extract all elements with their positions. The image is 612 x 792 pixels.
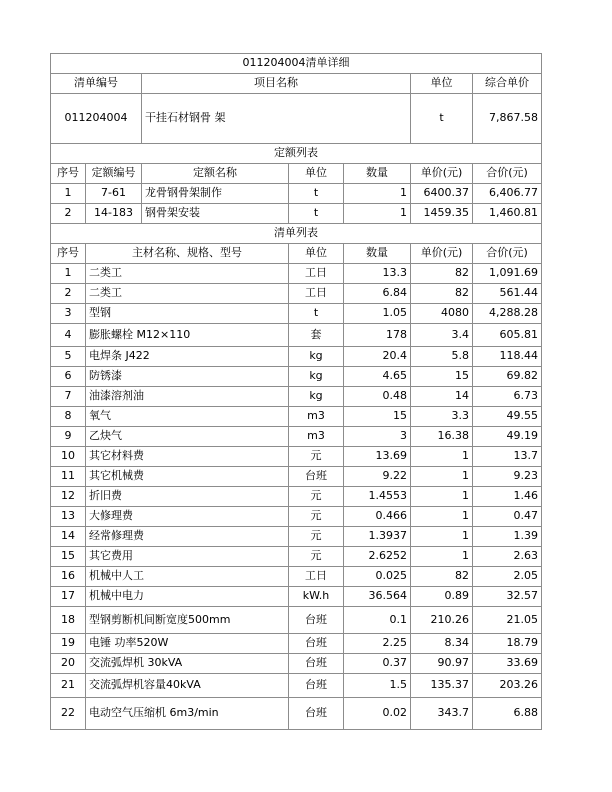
material-no: 10 [51,447,86,467]
quota-total: 6,406.77 [473,184,542,204]
material-total: 69.82 [473,367,542,387]
material-price: 82 [411,264,473,284]
material-total: 6.88 [473,698,542,730]
material-price: 3.4 [411,324,473,347]
material-row [51,347,542,367]
material-qty: 178 [344,324,411,347]
material-qty: 13.69 [344,447,411,467]
material-name-header: 主材名称、规格、型号 [86,244,289,264]
material-row [51,674,542,698]
material-total: 2.63 [473,547,542,567]
bill-price: 7,867.58 [473,94,542,144]
quota-name: 龙骨钢骨架制作 [142,184,289,204]
material-qty: 6.84 [344,284,411,304]
material-name: 大修理费 [86,507,289,527]
quota-header-row [51,164,542,184]
material-no: 22 [51,698,86,730]
material-row [51,367,542,387]
material-row [51,304,542,324]
material-total-header: 合价(元) [473,244,542,264]
material-row [51,387,542,407]
material-name: 型钢剪断机间断宽度500mm [86,607,289,634]
material-qty: 1.4553 [344,487,411,507]
material-price: 14 [411,387,473,407]
quota-unit: t [289,184,344,204]
material-total: 32.57 [473,587,542,607]
material-price: 15 [411,367,473,387]
material-unit: 台班 [289,607,344,634]
material-unit: 元 [289,487,344,507]
material-total: 33.69 [473,654,542,674]
material-total: 605.81 [473,324,542,347]
quota-no-header: 序号 [51,164,86,184]
material-qty: 4.65 [344,367,411,387]
material-name: 交流弧焊机容量40kVA [86,674,289,698]
material-unit: m3 [289,407,344,427]
material-row [51,447,542,467]
quota-name: 钢骨架安装 [142,204,289,224]
material-unit: 元 [289,507,344,527]
bill-price-header: 综合单价 [473,74,542,94]
material-price: 90.97 [411,654,473,674]
material-total: 18.79 [473,634,542,654]
quota-section-title: 定额列表 [51,144,542,164]
material-name: 防锈漆 [86,367,289,387]
material-name: 机械中电力 [86,587,289,607]
quota-unit: t [289,204,344,224]
material-price: 82 [411,567,473,587]
material-price: 82 [411,284,473,304]
material-no: 6 [51,367,86,387]
material-name: 膨胀螺栓 M12×110 [86,324,289,347]
material-total: 49.19 [473,427,542,447]
material-unit: 元 [289,547,344,567]
material-unit: 台班 [289,654,344,674]
material-qty: 0.025 [344,567,411,587]
material-qty: 9.22 [344,467,411,487]
material-name: 电锤 功率520W [86,634,289,654]
material-unit-header: 单位 [289,244,344,264]
material-no: 11 [51,467,86,487]
material-total: 1.46 [473,487,542,507]
bill-detail-table [50,53,542,730]
material-total: 21.05 [473,607,542,634]
material-qty: 1.05 [344,304,411,324]
material-qty: 0.02 [344,698,411,730]
material-no: 2 [51,284,86,304]
table-title: 011204004清单详细 [51,54,542,74]
material-total: 1.39 [473,527,542,547]
material-unit: kg [289,387,344,407]
material-no: 20 [51,654,86,674]
material-row [51,654,542,674]
material-name: 油漆溶剂油 [86,387,289,407]
material-qty: 15 [344,407,411,427]
material-price: 5.8 [411,347,473,367]
material-total: 561.44 [473,284,542,304]
material-total: 6.73 [473,387,542,407]
material-total: 49.55 [473,407,542,427]
material-row [51,467,542,487]
material-price-header: 单价(元) [411,244,473,264]
bill-unit: t [411,94,473,144]
material-qty: 1.3937 [344,527,411,547]
bill-name: 干挂石材钢骨 架 [142,94,411,144]
material-unit: 工日 [289,284,344,304]
material-no: 17 [51,587,86,607]
material-no: 1 [51,264,86,284]
material-no: 5 [51,347,86,367]
material-qty: 3 [344,427,411,447]
material-total: 118.44 [473,347,542,367]
material-row [51,507,542,527]
material-total: 13.7 [473,447,542,467]
quota-total: 1,460.81 [473,204,542,224]
material-name: 二类工 [86,264,289,284]
bill-code: 011204004 [51,94,142,144]
material-price: 8.34 [411,634,473,654]
material-row [51,487,542,507]
material-price: 1 [411,467,473,487]
quota-qty: 1 [344,184,411,204]
material-total: 2.05 [473,567,542,587]
material-no: 13 [51,507,86,527]
material-unit: 工日 [289,264,344,284]
material-name: 二类工 [86,284,289,304]
material-no: 15 [51,547,86,567]
material-qty: 20.4 [344,347,411,367]
bill-code-header: 清单编号 [51,74,142,94]
material-price: 1 [411,527,473,547]
material-no: 16 [51,567,86,587]
quota-total-header: 合价(元) [473,164,542,184]
material-name: 乙炔气 [86,427,289,447]
material-no: 7 [51,387,86,407]
material-unit: m3 [289,427,344,447]
quota-price: 1459.35 [411,204,473,224]
material-unit: 台班 [289,467,344,487]
material-row [51,427,542,447]
quota-qty-header: 数量 [344,164,411,184]
material-price: 4080 [411,304,473,324]
material-no: 14 [51,527,86,547]
quota-no: 1 [51,184,86,204]
material-unit: kW.h [289,587,344,607]
material-price: 135.37 [411,674,473,698]
quota-row [51,204,542,224]
material-no: 21 [51,674,86,698]
bill-row [51,94,542,144]
material-name: 交流弧焊机 30kVA [86,654,289,674]
bill-header-row [51,74,542,94]
quota-price: 6400.37 [411,184,473,204]
material-price: 210.26 [411,607,473,634]
material-qty: 0.1 [344,607,411,634]
material-price: 16.38 [411,427,473,447]
material-unit: 套 [289,324,344,347]
bill-name-header: 项目名称 [142,74,411,94]
material-price: 1 [411,547,473,567]
quota-qty: 1 [344,204,411,224]
material-name: 电焊条 J422 [86,347,289,367]
material-qty: 2.25 [344,634,411,654]
material-name: 其它机械费 [86,467,289,487]
material-name: 经常修理费 [86,527,289,547]
material-name: 氧气 [86,407,289,427]
material-total: 1,091.69 [473,264,542,284]
material-no: 8 [51,407,86,427]
material-price: 343.7 [411,698,473,730]
quota-unit-header: 单位 [289,164,344,184]
material-row [51,527,542,547]
material-no: 19 [51,634,86,654]
material-unit: 台班 [289,634,344,654]
title-row [51,54,542,74]
material-qty: 13.3 [344,264,411,284]
material-row [51,634,542,654]
material-total: 4,288.28 [473,304,542,324]
material-unit: 台班 [289,674,344,698]
material-row [51,698,542,730]
material-price: 1 [411,487,473,507]
materials-header-row [51,244,542,264]
material-price: 1 [411,507,473,527]
material-name: 机械中人工 [86,567,289,587]
bill-unit-header: 单位 [411,74,473,94]
material-total: 9.23 [473,467,542,487]
material-row [51,264,542,284]
material-row [51,284,542,304]
material-unit: 元 [289,447,344,467]
material-unit: 元 [289,527,344,547]
material-qty: 0.48 [344,387,411,407]
material-price: 0.89 [411,587,473,607]
quota-code: 14-183 [86,204,142,224]
material-row [51,407,542,427]
material-unit: 台班 [289,698,344,730]
material-unit: 工日 [289,567,344,587]
quota-name-header: 定额名称 [142,164,289,184]
material-row [51,324,542,347]
quota-section-row [51,144,542,164]
quota-no: 2 [51,204,86,224]
material-no-header: 序号 [51,244,86,264]
material-no: 12 [51,487,86,507]
material-qty: 0.466 [344,507,411,527]
material-unit: t [289,304,344,324]
material-name: 型钢 [86,304,289,324]
materials-section-row [51,224,542,244]
material-total: 203.26 [473,674,542,698]
material-no: 9 [51,427,86,447]
material-price: 1 [411,447,473,467]
material-price: 3.3 [411,407,473,427]
quota-code-header: 定额编号 [86,164,142,184]
material-total: 0.47 [473,507,542,527]
material-qty: 0.37 [344,654,411,674]
material-qty: 2.6252 [344,547,411,567]
material-qty-header: 数量 [344,244,411,264]
material-row [51,567,542,587]
material-no: 4 [51,324,86,347]
material-name: 折旧费 [86,487,289,507]
material-no: 18 [51,607,86,634]
material-name: 其它材料费 [86,447,289,467]
quota-code: 7-61 [86,184,142,204]
material-qty: 1.5 [344,674,411,698]
material-no: 3 [51,304,86,324]
material-row [51,587,542,607]
material-unit: kg [289,347,344,367]
materials-section-title: 清单列表 [51,224,542,244]
quota-row [51,184,542,204]
material-row [51,607,542,634]
material-unit: kg [289,367,344,387]
material-qty: 36.564 [344,587,411,607]
quota-price-header: 单价(元) [411,164,473,184]
material-name: 其它费用 [86,547,289,567]
material-row [51,547,542,567]
material-name: 电动空气压缩机 6m3/min [86,698,289,730]
